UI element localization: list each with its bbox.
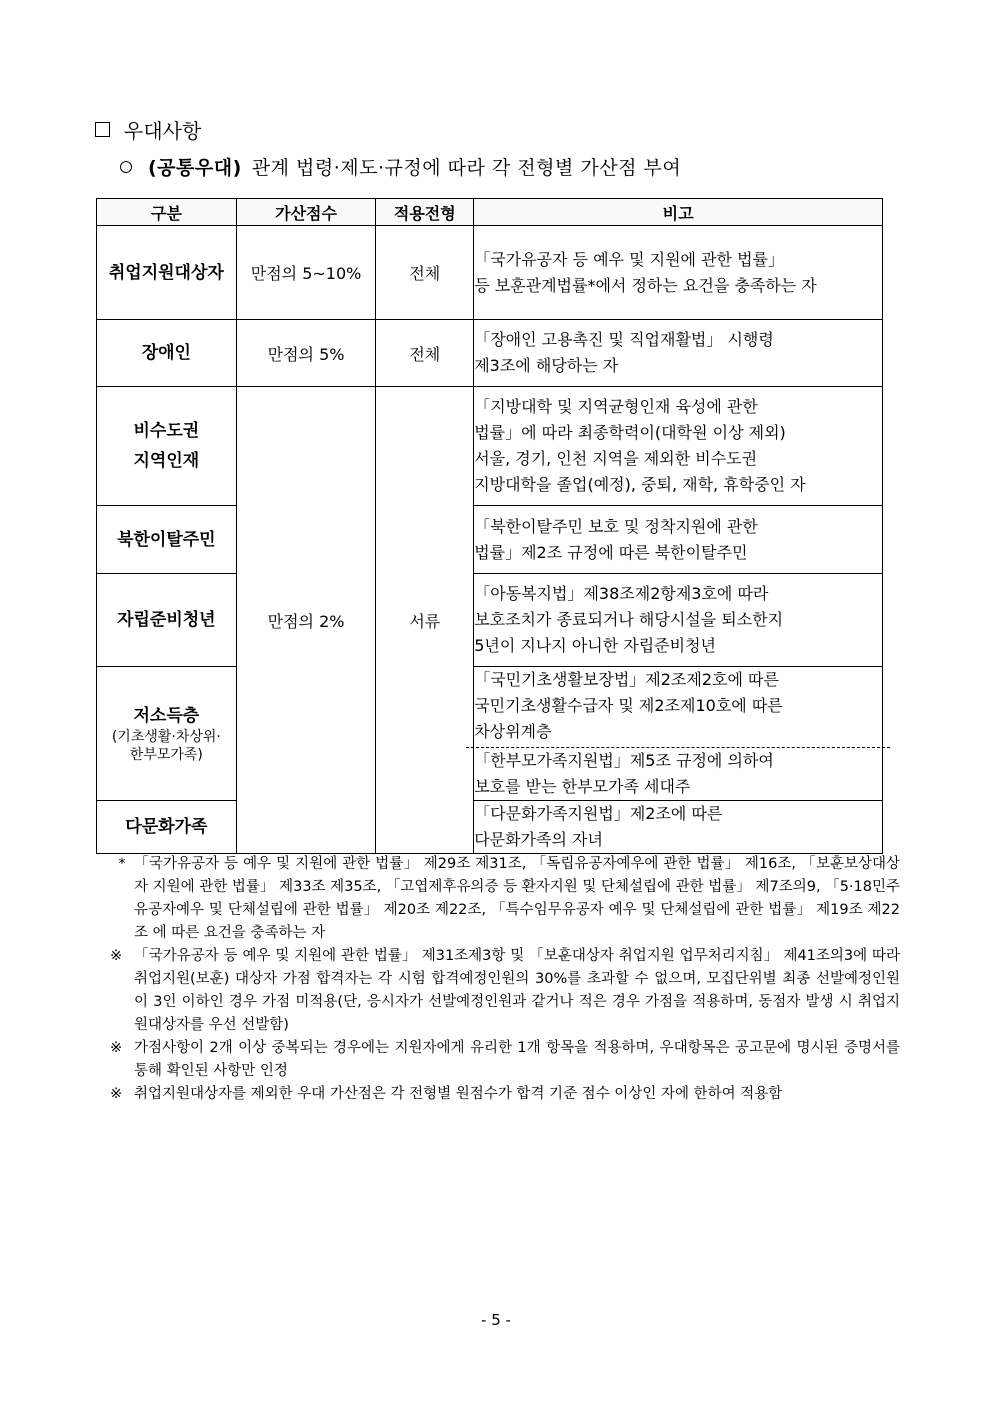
subtitle	[120, 153, 681, 180]
footnotes	[110, 853, 900, 1106]
footnote: ※ 취업지원대상자를 제외한 우대 가산점은 각 전형별 원점수가 합격 기준 점수 이상인 자에 한하여 적용함	[110, 1086, 783, 1102]
row-category: 취업지원대상자	[97, 226, 237, 320]
row-note: 「지방대학 및 지역균형인재 육성에 관한 법률」에 따라 최종학력이(대학원 이상 제외) 서울, 경기, 인천 지역을 제외한 비수도권 지방대학을 졸업(예정), 중퇴, 재학, 휴학중인 자	[474, 387, 883, 506]
preference-table	[96, 198, 883, 854]
row-note: 「아동복지법」제38조제2항제3호에 따라 보호조치가 종료되거나 해당시설을 퇴소한지 5년이 지나지 아니한 자립준비청년	[474, 574, 883, 667]
row-points: 만점의 5~10%	[236, 226, 376, 320]
header-points: 가산점수	[236, 199, 376, 226]
circle-bullet-icon	[120, 161, 132, 173]
row-category: 비수도권 지역인재	[97, 387, 237, 506]
shared-points: 만점의 2%	[236, 387, 376, 854]
row-note: 「국민기초생활보장법」제2조제2호에 따른 국민기초생활수급자 및 제2조제10호에 따른 차상위계층 「한부모가족지원법」제5조 규정에 의하여 보호를 받는 한부모가족 세대주	[474, 667, 883, 801]
checkbox-icon	[95, 122, 110, 137]
footnote: ※ 가점사항이 2개 이상 중복되는 경우에는 지원자에게 유리한 1개 항목을 적용하며, 우대항목은 공고문에 명시된 증명서를 통해 확인된 사항만 인정	[110, 1040, 900, 1079]
table-row	[97, 506, 883, 574]
row-note: 「장애인 고용촉진 및 직업재활법」 시행령 제3조에 해당하는 자	[474, 320, 883, 387]
shared-applies: 서류	[376, 387, 474, 854]
table-row	[97, 801, 883, 854]
header-applies: 적용전형	[376, 199, 474, 226]
footnote: * 「국가유공자 등 예우 및 지원에 관한 법률」 제29조 제31조, 「독립유공자예우에 관한 법률」 제16조, 「보훈보상대상자 지원에 관한 법률」 제33조 제35조, 「고엽제후유의증 등 환자지원 및 단체설립에 관한 법률」 제7조의9, 「5·18민주유공자예우 및 단체설립에 관한 법률」 제20조 제22조, 「특수임무유공자 예우 및 단체설립에 관한 법률」 제19조 제22조 에 따른 요건을 충족하는 자	[118, 856, 900, 941]
table-row	[97, 226, 883, 320]
row-note: 「북한이탈주민 보호 및 정착지원에 관한 법률」제2조 규정에 따른 북한이탈주민	[474, 506, 883, 574]
table-row	[97, 574, 883, 667]
row-category: 장애인	[97, 320, 237, 387]
row-category: 다문화가족	[97, 801, 237, 854]
table-header-row	[97, 199, 883, 226]
subtitle-tag: (공통우대)	[148, 157, 242, 179]
header-category: 구분	[97, 199, 237, 226]
row-note: 「국가유공자 등 예우 및 지원에 관한 법률」 등 보훈관계법률*에서 정하는 요건을 충족하는 자	[474, 226, 883, 320]
header-note: 비고	[474, 199, 883, 226]
row-applies: 전체	[376, 320, 474, 387]
table-row	[97, 320, 883, 387]
section-title: 우대사항	[124, 119, 202, 143]
dashed-divider: 「한부모가족지원법」제5조 규정에 의하여 보호를 받는 한부모가족 세대주	[466, 747, 890, 800]
table-row	[97, 667, 883, 801]
table-row	[97, 387, 883, 506]
row-points: 만점의 5%	[236, 320, 376, 387]
subtitle-text: 관계 법령·제도·규정에 따라 각 전형별 가산점 부여	[251, 157, 682, 179]
footnote: ※ 「국가유공자 등 예우 및 지원에 관한 법률」 제31조제3항 및 「보훈대상자 취업지원 업무처리지침」 제41조의3에 따라 취업지원(보훈) 대상자 가점 합격자는 각 시험 합격예정인원의 30%를 초과할 수 없으며, 모집단위별 최종 선발예정인원이 3인 이하인 경우 가점 미적용(단, 응시자가 선발예정인원과 같거나 적은 경우 가점을 적용하며, 동점자 발생 시 취업지원대상자를 우선 선발함)	[110, 948, 900, 1033]
row-category: 자립준비청년	[97, 574, 237, 667]
page-number: - 5 -	[481, 1311, 511, 1329]
section-heading	[95, 115, 201, 144]
row-note: 「다문화가족지원법」제2조에 따른 다문화가족의 자녀	[474, 801, 883, 854]
row-category: 북한이탈주민	[97, 506, 237, 574]
row-applies: 전체	[376, 226, 474, 320]
row-category: 저소득층 (기초생활·차상위·한부모가족)	[97, 667, 237, 801]
